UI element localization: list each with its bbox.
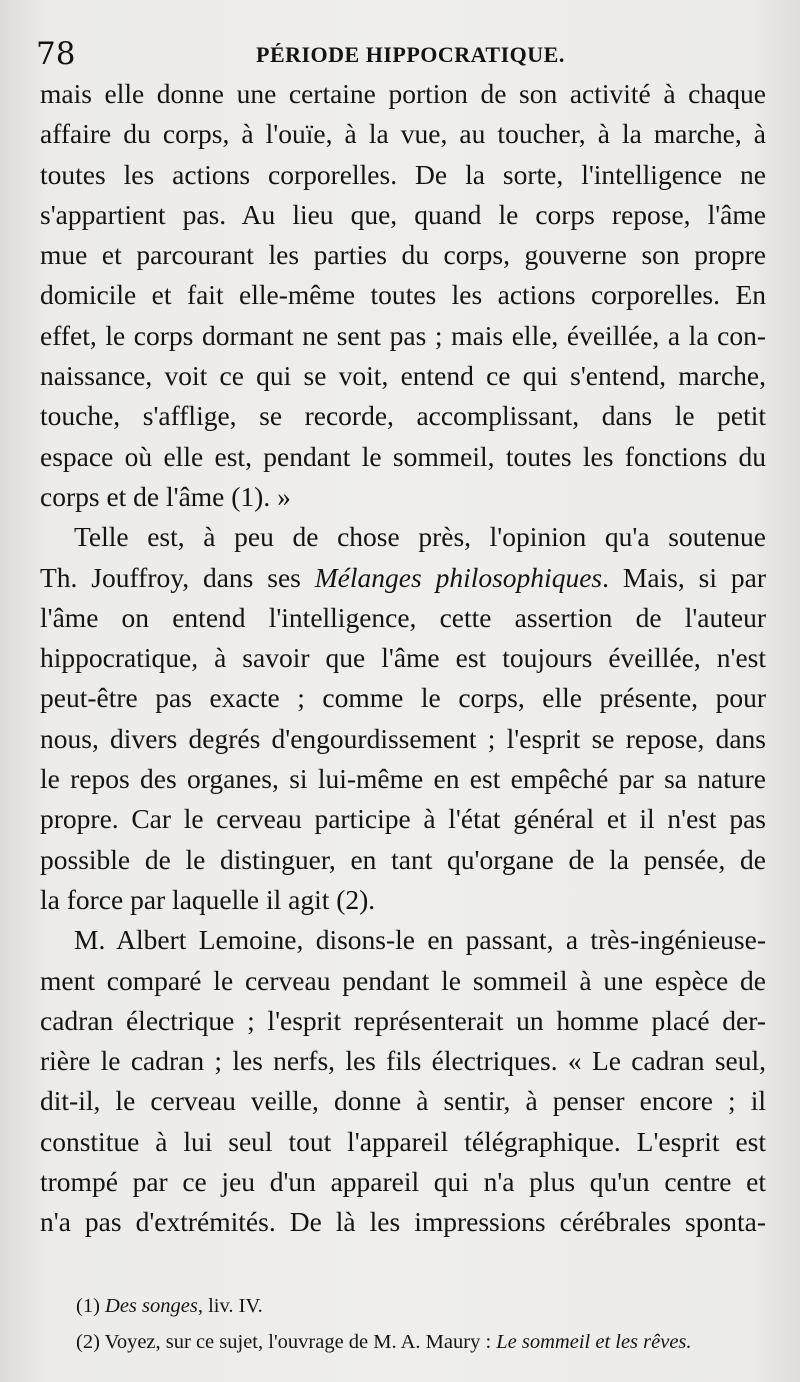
text-line: M. Albert Lemoine, disons-le en passant, a très-ingénieuse-	[74, 924, 766, 956]
text-line: l'âme on entend l'intelligence, cette assertion de l'auteur	[40, 601, 766, 633]
footnote	[76, 1288, 766, 1324]
text-line: cadran électrique ; l'esprit représenterait un homme placé der-	[40, 1004, 766, 1036]
footnote-mark: (1)	[76, 1295, 106, 1317]
text-line: mais elle donne une certaine portion de son activité à chaque	[40, 78, 766, 109]
text-line: domicile et fait elle-même toutes les actions corporelles. En	[40, 279, 766, 311]
text-line: hippocratique, à savoir que l'âme est toujours éveillée, n'est	[40, 642, 766, 674]
text-line: rière le cadran ; les nerfs, les fils électriques. « Le cadran seul,	[40, 1045, 766, 1077]
text-line: propre. Car le cerveau participe à l'état général et il n'est pas	[40, 803, 766, 835]
text-line: corps et de l'âme (1). »	[40, 480, 291, 512]
text-line: peut-être pas exacte ; comme le corps, elle présente, pour	[40, 682, 766, 714]
paragraph	[40, 74, 766, 517]
text-line: affaire du corps, à l'ouïe, à la vue, au toucher, à la marche, à	[40, 118, 766, 150]
body-text	[40, 74, 766, 1243]
running-head: PÉRIODE HIPPOCRATIQUE.	[256, 42, 565, 67]
text-line: Telle est, à peu de chose près, l'opinion qu'a soutenue	[74, 521, 766, 553]
text-line: naissance, voit ce qui se voit, entend ce qui s'entend, marche,	[40, 360, 766, 392]
text-line: Th. Jouffroy, dans ses Mélanges philosophiques. Mais, si par	[40, 561, 766, 593]
page-number: 78	[36, 36, 76, 72]
footnote-text: Des songes, liv. IV.	[105, 1295, 263, 1317]
text-line: s'appartient pas. Au lieu que, quand le corps repose, l'âme	[40, 198, 766, 230]
paragraph	[40, 517, 766, 920]
text-line: le repos des organes, si lui-même en est empêché par sa nature	[40, 763, 766, 795]
text-line: dit-il, le cerveau veille, donne à sentir, à penser encore ; il	[40, 1085, 766, 1117]
footnote	[76, 1324, 766, 1360]
text-line: touche, s'afflige, se recorde, accomplissant, dans le petit	[40, 400, 766, 432]
text-line: mue et parcourant les parties du corps, gouverne son propre	[40, 239, 766, 271]
text-line: ment comparé le cerveau pendant le sommeil à une espèce de	[40, 964, 766, 996]
footnotes	[76, 1288, 766, 1360]
text-line: la force par laquelle il agit (2).	[40, 883, 376, 915]
paragraph	[40, 920, 766, 1242]
footnote-text: Voyez, sur ce sujet, l'ouvrage de M. A. Maury : Le sommeil et les rêves.	[104, 1331, 692, 1353]
page-header	[36, 36, 764, 76]
footnote-mark: (2)	[76, 1331, 105, 1353]
text-line: trompé par ce jeu d'un appareil qui n'a plus qu'un centre et	[40, 1166, 766, 1198]
text-line: espace où elle est, pendant le sommeil, toutes les fonctions du	[40, 440, 766, 472]
text-line: effet, le corps dormant ne sent pas ; mais elle, éveillée, a la con-	[40, 319, 766, 351]
text-line: possible de le distinguer, en tant qu'organe de la pensée, de	[40, 843, 766, 875]
text-line: n'a pas d'extrémités. De là les impressions cérébrales sponta-	[40, 1206, 766, 1238]
text-line: nous, divers degrés d'engourdissement ; l'esprit se repose, dans	[40, 722, 766, 754]
text-line: constitue à lui seul tout l'appareil télégraphique. L'esprit est	[40, 1125, 766, 1157]
text-line: toutes les actions corporelles. De la sorte, l'intelligence ne	[40, 158, 766, 190]
